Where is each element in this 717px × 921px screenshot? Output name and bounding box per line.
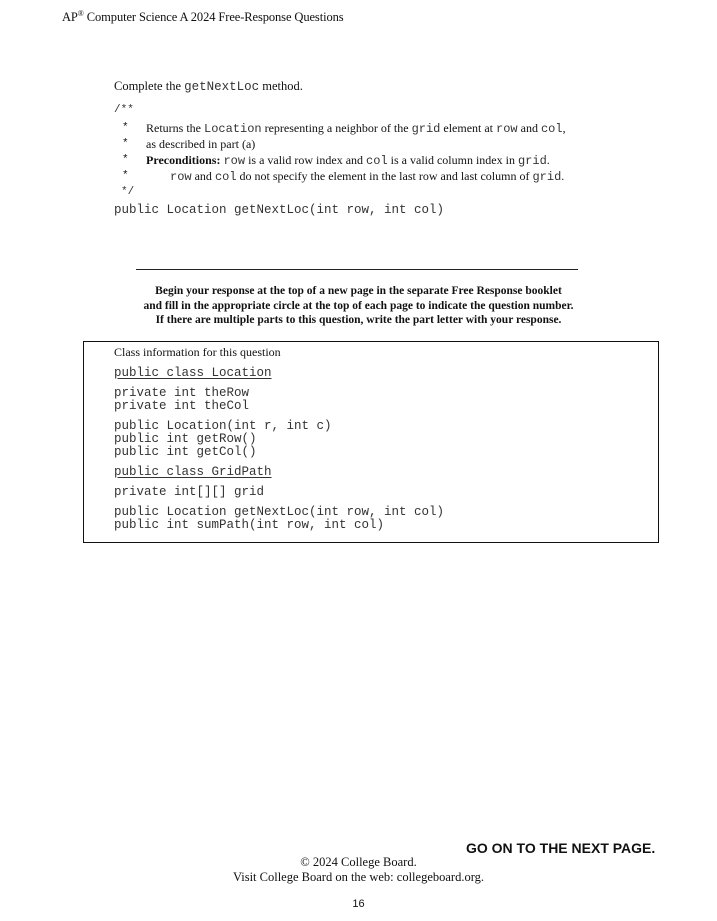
go-on-notice: GO ON TO THE NEXT PAGE.	[466, 840, 656, 856]
location-field: private int theRow	[114, 386, 250, 400]
javadoc-star: *	[122, 170, 129, 182]
javadoc-star: *	[122, 154, 129, 166]
javadoc-line-3: Preconditions: row is a valid row index and col is a valid column index in grid.	[146, 153, 550, 168]
location-method: public int getRow()	[114, 432, 257, 446]
gridpath-method: public Location getNextLoc(int row, int col)	[114, 505, 445, 519]
class-info-title: Class information for this question	[114, 345, 281, 359]
gridpath-field: private int[][] grid	[114, 485, 265, 499]
javadoc-line-1: Returns the Location representing a neighbor of the grid element at row and col,	[146, 121, 566, 136]
javadoc-line-2: as described in part (a)	[146, 137, 256, 151]
intro-text: Complete the getNextLoc method.	[114, 79, 303, 94]
javadoc-line-4: row and col do not specify the element in the last row and last column of grid.	[170, 169, 565, 184]
divider	[136, 269, 578, 270]
website-notice: Visit College Board on the web: collegeboard.org.	[232, 870, 485, 884]
response-instructions: Begin your response at the top of a new page in the separate Free Response booklet and fill in the appropriate circle at the top of each page to indicate the question number. If there are multiple parts to this question, write the part letter with your response.	[143, 285, 574, 326]
javadoc-star: *	[122, 138, 129, 150]
javadoc-star: *	[122, 122, 129, 134]
location-class-header: public class Location	[114, 366, 272, 380]
method-name: getNextLoc	[184, 80, 260, 94]
page-number: 16	[352, 898, 365, 910]
gridpath-method: public int sumPath(int row, int col)	[114, 518, 385, 532]
gridpath-class-header: public class GridPath	[114, 465, 272, 479]
javadoc-open: /**	[114, 104, 134, 116]
copyright: © 2024 College Board.	[300, 855, 417, 869]
location-field: private int theCol	[114, 399, 250, 413]
javadoc-close: */	[121, 186, 135, 198]
location-method: public Location(int r, int c)	[114, 419, 332, 433]
page-header: AP® Computer Science A 2024 Free-Response Questions	[62, 9, 344, 25]
method-signature: public Location getNextLoc(int row, int col)	[114, 203, 445, 217]
location-method: public int getCol()	[114, 445, 257, 459]
